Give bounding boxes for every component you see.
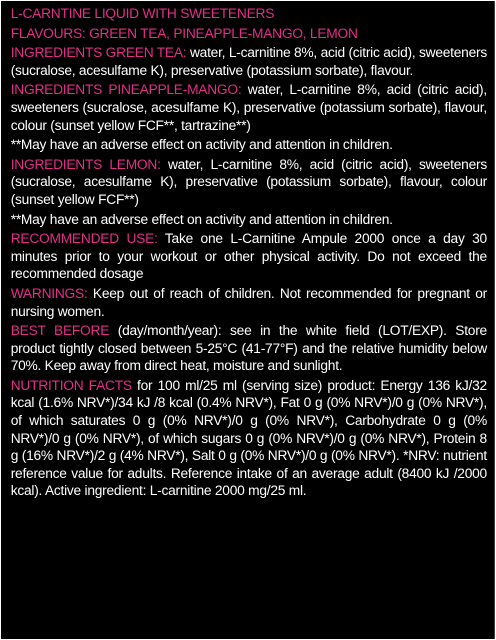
section-text: water, L-carnitine 8%, acid (citric acid), sweeteners (sucralose, acesulfame K), preservative (potassium sorbate), flavour. bbox=[10, 45, 487, 79]
best-before bbox=[11, 323, 487, 376]
nutrition-facts bbox=[11, 378, 487, 501]
section-label: RECOMMENDED USE: bbox=[10, 231, 158, 248]
section-text: Take one L-Carnitine Ampule 2000 once a day 30 minutes prior to your workout or other physical activity. Do not exceed the recommended dosage bbox=[10, 231, 487, 283]
adverse-effect-note: **May have an adverse effect on activity and attention in children. bbox=[10, 137, 393, 154]
section-text: water, L-carnitine 8%, acid (citric acid), sweeteners (sucralose, acesulfame K), preservative (potassium sorbate), flavour, colour (sunset yellow FCF**, tartrazine**) bbox=[10, 82, 487, 134]
section-label: WARNINGS: bbox=[10, 285, 88, 302]
section-label: NUTRITION FACTS bbox=[10, 377, 132, 394]
ingredients-lemon bbox=[11, 157, 487, 210]
section-text: Keep out of reach of children. Not recommended for pregnant or nursing women. bbox=[10, 285, 487, 320]
flavours-heading: FLAVOURS: GREEN TEA, PINEAPPLE-MANGO, LEMON bbox=[10, 25, 358, 42]
ingredients-pineapple-mango bbox=[11, 82, 487, 135]
recommended-use bbox=[11, 231, 487, 284]
product-title: L-CARNTINE LIQUID WITH SWEETENERS bbox=[10, 6, 275, 22]
section-text: for 100 ml/25 ml (serving size) product: Energy 136 kJ/32 kcal (1.6% NRV*)/34 kJ /8 kcal (0.4% NRV*), Fat 0 g (0% NRV*)/0 g (0% NRV*), of which saturates 0 g (0% NRV*)/0 g (0% NRV*), Carbohydrate 0 g (0% NRV*)/0 g (0% NRV*), of which sugars 0 g (0% NRV*)/0 g (0% NRV*), Protein 8 g (16% NRV*)/2 g (4% NRV*), Salt 0 g (0% NRV*)/0 g (0% NRV*). *NRV: nutrient reference value for adults. Reference intake of an average adult (8400 kJ /2000 kcal). Active ingredient: L-carnitine 2000 mg/25 ml. bbox=[10, 377, 487, 500]
product-label-panel bbox=[1, 1, 495, 639]
section-label: INGREDIENTS PINEAPPLE-MANGO: bbox=[10, 82, 242, 99]
adverse-effect-note: **May have an adverse effect on activity and attention in children. bbox=[10, 211, 393, 228]
ingredients-green-tea bbox=[11, 45, 487, 80]
section-text: water, L-carnitine 8%, acid (citric acid), sweeteners (sucralose, acesulfame K), preservative (potassium sorbate), flavour, colour (sunset yellow FCF**) bbox=[10, 156, 487, 208]
section-label: INGREDIENTS GREEN TEA: bbox=[10, 45, 187, 62]
section-label: INGREDIENTS LEMON: bbox=[10, 156, 161, 173]
warnings bbox=[11, 286, 487, 321]
section-label: BEST BEFORE bbox=[10, 323, 110, 340]
section-text: (day/month/year): see in the white field (LOT/EXP). Store product tightly closed between 5-25°C (41-77°F) and the relative humidity below 70%. Keep away from direct heat, moisture and sunlight. bbox=[10, 323, 487, 375]
